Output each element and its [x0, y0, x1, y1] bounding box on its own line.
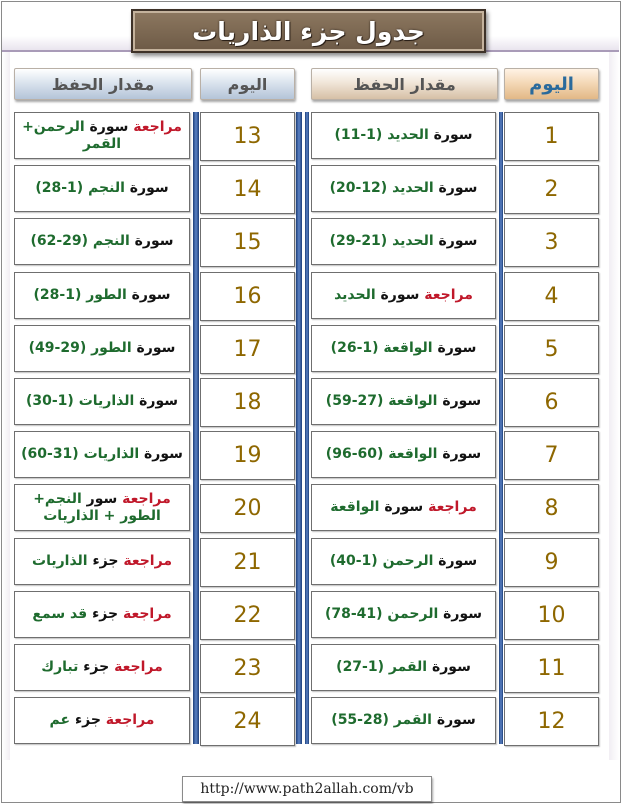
memorization-segment: الرحمن (41-78) — [324, 606, 439, 622]
memorization-segment: القمر (1-27) — [336, 659, 428, 675]
memorization-text — [330, 233, 478, 250]
day-number: 7 — [504, 431, 599, 480]
day-number: 10 — [504, 591, 599, 640]
memorization-segment: سور — [81, 490, 118, 507]
memorization-segment: مراجعة — [117, 490, 171, 507]
memorization-cell — [14, 165, 190, 212]
memorization-segment: النجم (1-28) — [35, 180, 125, 196]
memorization-cell — [14, 378, 190, 425]
memorization-text — [34, 287, 171, 304]
memorization-segment: الواقعة (1-26) — [330, 340, 433, 356]
memorization-text — [35, 180, 168, 197]
memorization-segment: جزء — [70, 712, 101, 728]
memorization-segment: مراجعة — [109, 659, 163, 675]
day-number: 8 — [504, 484, 599, 533]
memorization-segment: النجم+ الطور + الذاريات — [33, 490, 161, 524]
memorization-segment: سورة — [433, 180, 478, 196]
memorization-text — [19, 119, 185, 153]
memorization-segment: الذاريات (31-60) — [21, 446, 140, 462]
memorization-cell — [311, 644, 496, 691]
memorization-text — [334, 287, 473, 304]
memorization-segment: الواقعة (60-96) — [325, 446, 438, 462]
memorization-cell — [14, 697, 190, 744]
memorization-text — [26, 393, 178, 410]
memorization-segment: سورة — [431, 712, 476, 728]
memorization-text — [326, 393, 481, 410]
memorization-segment: الحديد — [334, 287, 376, 303]
divider-bar — [193, 112, 199, 744]
memorization-text — [32, 553, 172, 570]
memorization-segment: سورة — [437, 446, 482, 462]
memorization-text — [336, 659, 471, 676]
header-day-left: اليوم — [200, 68, 295, 100]
memorization-segment: سورة — [433, 553, 478, 569]
memorization-segment: الرحمن+ القمر — [22, 118, 122, 152]
memorization-text — [330, 553, 477, 570]
memorization-cell — [311, 165, 496, 212]
memorization-segment: الطور (29-49) — [28, 340, 132, 356]
memorization-cell — [14, 484, 190, 531]
day-number: 9 — [504, 538, 599, 587]
memorization-cell — [14, 644, 190, 691]
memorization-cell — [14, 538, 190, 585]
memorization-segment: سورة — [126, 287, 171, 303]
day-number: 1 — [504, 112, 599, 161]
memorization-cell — [14, 218, 190, 265]
memorization-cell — [311, 591, 496, 638]
memorization-segment: تبارك — [41, 659, 79, 675]
memorization-segment: سورة — [437, 393, 482, 409]
memorization-text — [331, 340, 477, 357]
day-number: 4 — [504, 272, 599, 321]
day-number: 3 — [504, 218, 599, 267]
memorization-text — [32, 606, 171, 623]
memorization-segment: جزء — [78, 659, 110, 675]
memorization-text — [326, 446, 481, 463]
memorization-cell — [311, 218, 496, 265]
day-number: 18 — [200, 378, 295, 427]
memorization-segment: جزء — [87, 606, 119, 622]
memorization-segment: سورة — [432, 340, 477, 356]
memorization-text — [334, 127, 472, 144]
day-number: 21 — [200, 538, 295, 587]
memorization-segment: الرحمن (1-40) — [329, 553, 434, 569]
memorization-segment: سورة — [139, 446, 183, 462]
memorization-segment: سورة — [134, 393, 179, 409]
memorization-segment: الحديد (12-20) — [329, 180, 434, 196]
memorization-segment: عم — [49, 712, 71, 728]
memorization-cell — [311, 378, 496, 425]
memorization-cell — [311, 697, 496, 744]
day-number: 11 — [504, 644, 599, 693]
decorative-left-band — [2, 52, 10, 760]
memorization-cell — [311, 112, 496, 159]
day-number: 19 — [200, 431, 295, 480]
day-number: 13 — [200, 112, 295, 161]
memorization-segment: الطور (1-28) — [33, 287, 127, 303]
memorization-segment: مراجعة — [419, 287, 473, 303]
day-number: 15 — [200, 218, 295, 267]
memorization-segment: سورة — [433, 233, 478, 249]
memorization-text — [330, 180, 478, 197]
divider-bar — [305, 112, 309, 744]
memorization-segment: الحديد (1-11) — [334, 127, 429, 143]
memorization-cell — [311, 538, 496, 585]
day-number: 23 — [200, 644, 295, 693]
memorization-cell — [311, 431, 496, 478]
memorization-segment: مراجعة — [118, 606, 172, 622]
memorization-segment: جزء — [87, 553, 119, 569]
day-number: 20 — [200, 484, 295, 533]
memorization-cell — [14, 431, 190, 478]
memorization-cell — [311, 272, 496, 319]
memorization-text — [29, 340, 176, 357]
memorization-segment: الذاريات (1-30) — [25, 393, 135, 409]
memorization-cell — [14, 272, 190, 319]
memorization-text — [325, 606, 482, 623]
day-number: 24 — [200, 697, 295, 746]
memorization-segment: سورة — [124, 180, 169, 196]
memorization-segment: النجم (29-62) — [30, 233, 130, 249]
memorization-segment: مراجعة — [423, 499, 477, 515]
decorative-right-band — [609, 52, 619, 760]
memorization-segment: مراجعة — [128, 118, 182, 135]
memorization-cell — [14, 325, 190, 372]
header-memo-left: مقدار الحفظ — [14, 68, 192, 100]
day-number: 5 — [504, 325, 599, 374]
memorization-segment: قد سمع — [32, 606, 88, 622]
memorization-cell — [14, 591, 190, 638]
memorization-text — [21, 446, 183, 463]
memorization-text — [41, 659, 163, 676]
page-title: جدول جزء الذاريات — [131, 9, 486, 53]
day-number: 16 — [200, 272, 295, 321]
memorization-cell — [311, 484, 496, 531]
memorization-segment: مراجعة — [100, 712, 155, 728]
memorization-segment: مراجعة — [118, 553, 172, 569]
memorization-segment: الحديد (21-29) — [329, 233, 434, 249]
footer-url[interactable]: http://www.path2allah.com/vb — [182, 776, 432, 802]
memorization-text — [50, 712, 155, 729]
divider-bar — [296, 112, 302, 744]
memorization-segment: سورة — [427, 659, 471, 675]
memorization-segment: القمر (28-55) — [331, 712, 432, 728]
memorization-text — [331, 712, 475, 729]
memorization-segment: سورة — [379, 499, 424, 515]
header-day-right: اليوم — [504, 68, 599, 100]
day-number: 14 — [200, 165, 295, 214]
memorization-cell — [14, 112, 190, 159]
divider-bar — [499, 112, 503, 744]
day-number: 2 — [504, 165, 599, 214]
memorization-text — [19, 491, 185, 525]
day-number: 22 — [200, 591, 295, 640]
memorization-segment: سورة — [129, 233, 174, 249]
memorization-segment: سورة — [375, 287, 420, 303]
memorization-text — [30, 233, 173, 250]
memorization-segment: سورة — [131, 340, 176, 356]
header-memo-right: مقدار الحفظ — [311, 68, 498, 100]
memorization-cell — [311, 325, 496, 372]
day-number: 17 — [200, 325, 295, 374]
memorization-segment: سورة — [438, 606, 483, 622]
memorization-segment: الواقعة — [330, 499, 380, 515]
memorization-segment: سورة — [84, 118, 129, 135]
memorization-text — [330, 499, 477, 516]
day-number: 12 — [504, 697, 599, 746]
day-number: 6 — [504, 378, 599, 427]
memorization-segment: الذاريات — [32, 553, 88, 569]
memorization-segment: سورة — [428, 127, 473, 143]
memorization-segment: الواقعة (27-59) — [325, 393, 438, 409]
